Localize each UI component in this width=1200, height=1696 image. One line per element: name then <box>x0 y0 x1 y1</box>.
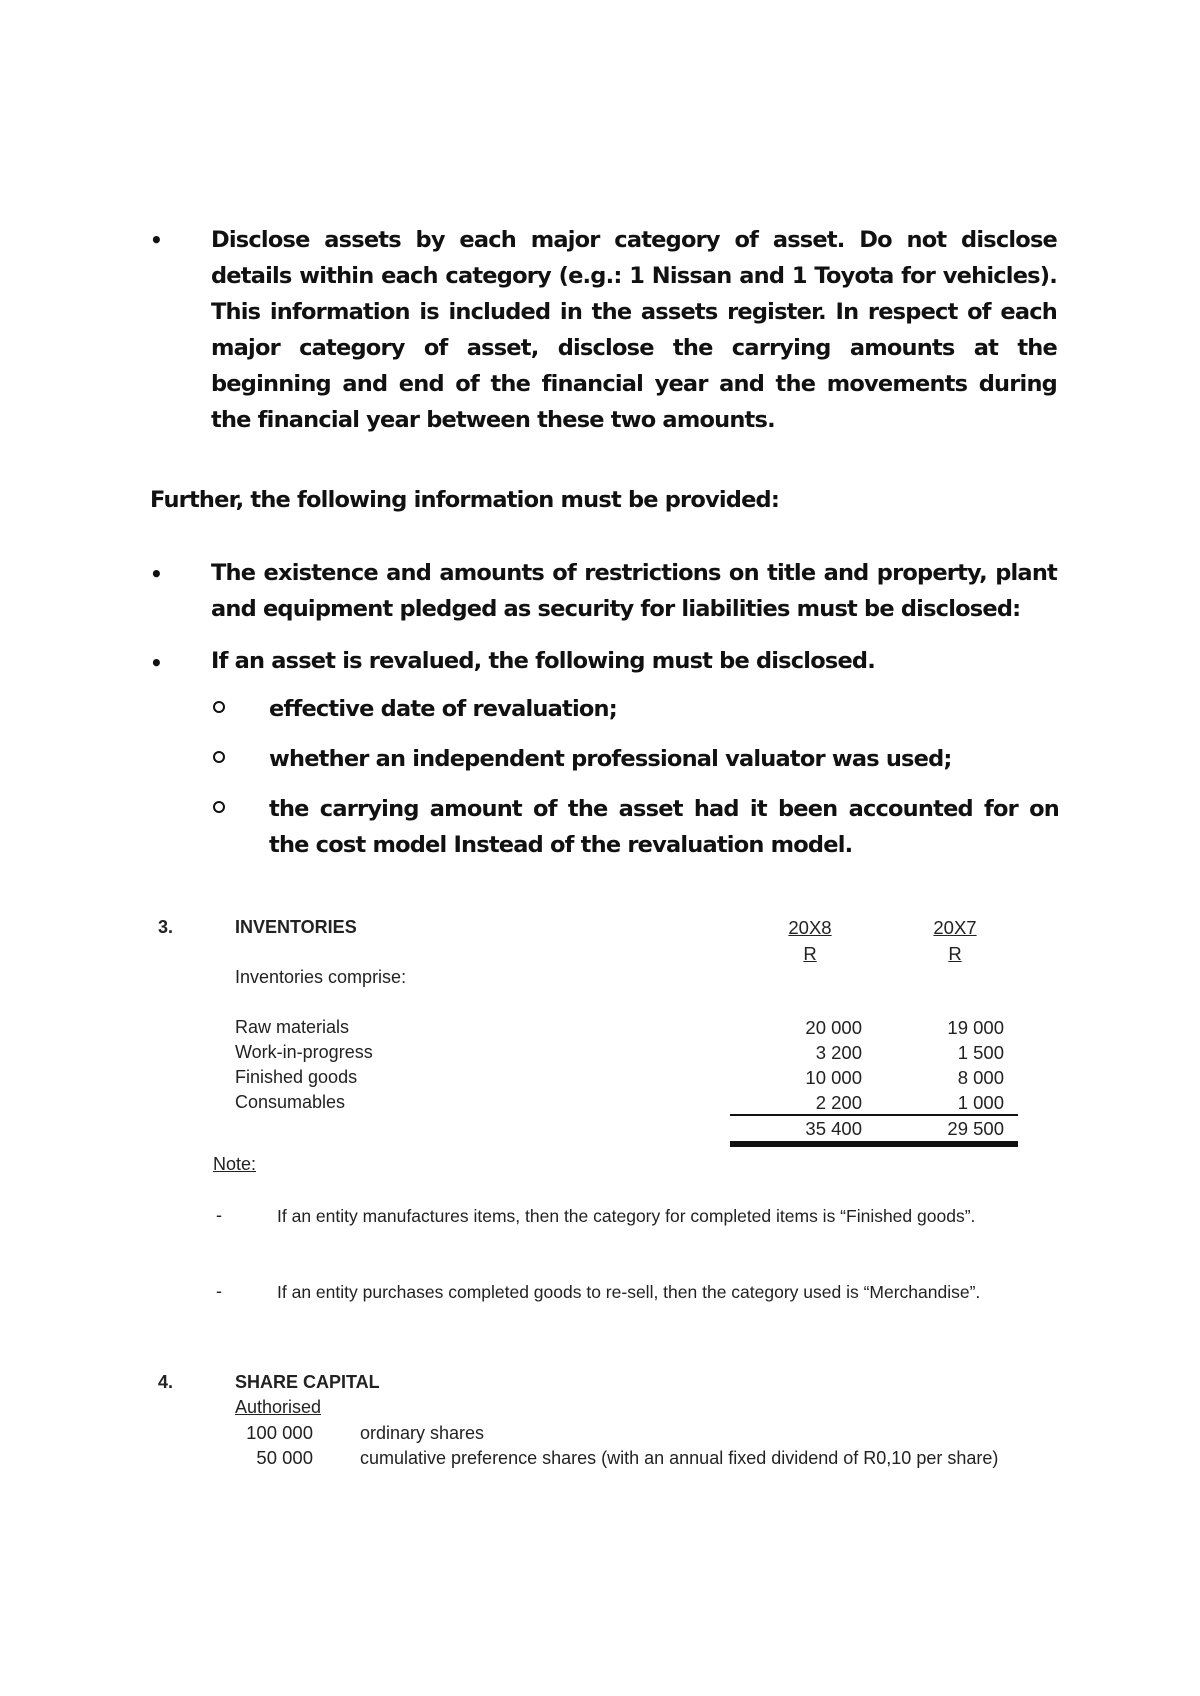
value-20x7: 8 000 <box>957 1067 1004 1088</box>
value-20x8: 20 000 <box>805 1017 862 1038</box>
row-label-consumables: Consumables <box>235 1092 346 1112</box>
share-capital-title: SHARE CAPITAL <box>235 1372 380 1392</box>
bullet-disclose-assets: Disclose assets by each major category of asset. Do not disclose details within each category (e.g.: 1 Nissan and 1 Toyota for vehicles). This information is included in the assets register. In respect of each major category of asset, disclose the carrying amounts at the beginning and end of the financial year and the movements during the financial year between these two amounts. <box>211 227 1057 433</box>
share-quantity: 50 000 <box>256 1447 313 1468</box>
column-header-20x7: 20X7 <box>933 917 977 938</box>
row-label-work-in-progress: Work-in-progress <box>235 1042 373 1062</box>
note-label: Note: <box>213 1154 257 1174</box>
currency-label: R <box>803 943 817 964</box>
further-heading: Further, the following information must be provided: <box>150 487 780 513</box>
sub-bullet-marker <box>213 751 225 763</box>
bullet-revalued: If an asset is revalued, the following must be disclosed. <box>211 648 875 674</box>
value-20x7: 19 000 <box>947 1017 1004 1038</box>
row-label-raw-materials: Raw materials <box>235 1017 350 1037</box>
currency-label: R <box>948 943 962 964</box>
value-20x7: 1 500 <box>957 1042 1004 1063</box>
column-header-20x8: 20X8 <box>788 917 832 938</box>
note-dash: - <box>216 1205 222 1225</box>
section-number: 3. <box>158 917 174 937</box>
total-double-rule <box>730 1141 1018 1147</box>
sub-bullet-marker <box>213 701 225 713</box>
sub-item-carrying-amount: the carrying amount of the asset had it been accounted for on the cost model Instead of the revaluation model. <box>269 796 1059 858</box>
sub-item-independent-valuator: whether an independent professional valuator was used; <box>269 746 952 772</box>
total-20x8: 35 400 <box>805 1118 862 1139</box>
note-dash: - <box>216 1281 222 1301</box>
bullet-restrictions: The existence and amounts of restrictions on title and property, plant and equipment pledged as security for liabilities must be disclosed: <box>211 560 1057 622</box>
value-20x8: 10 000 <box>805 1067 862 1088</box>
subtotal-rule <box>730 1114 1018 1116</box>
share-description: cumulative preference shares (with an annual fixed dividend of R0,10 per share) <box>360 1448 999 1468</box>
sub-bullet-marker <box>213 801 225 813</box>
authorised-label: Authorised <box>235 1397 322 1417</box>
section-number: 4. <box>158 1372 174 1392</box>
bullet-marker: • <box>150 228 162 252</box>
total-20x7: 29 500 <box>947 1118 1004 1139</box>
note-finished-goods: If an entity manufactures items, then the category for completed items is “Finished goods”. <box>277 1206 976 1226</box>
bullet-marker: • <box>150 562 162 586</box>
value-20x8: 2 200 <box>815 1092 862 1113</box>
share-description: ordinary shares <box>360 1423 485 1443</box>
note-merchandise: If an entity purchases completed goods to re-sell, then the category used is “Merchandise”. <box>277 1282 981 1302</box>
share-quantity: 100 000 <box>246 1422 313 1443</box>
inventories-intro: Inventories comprise: <box>235 967 407 987</box>
sub-item-effective-date: effective date of revaluation; <box>269 696 617 722</box>
value-20x8: 3 200 <box>815 1042 862 1063</box>
row-label-finished-goods: Finished goods <box>235 1067 358 1087</box>
inventories-title: INVENTORIES <box>235 917 357 937</box>
value-20x7: 1 000 <box>957 1092 1004 1113</box>
bullet-marker: • <box>150 651 162 675</box>
